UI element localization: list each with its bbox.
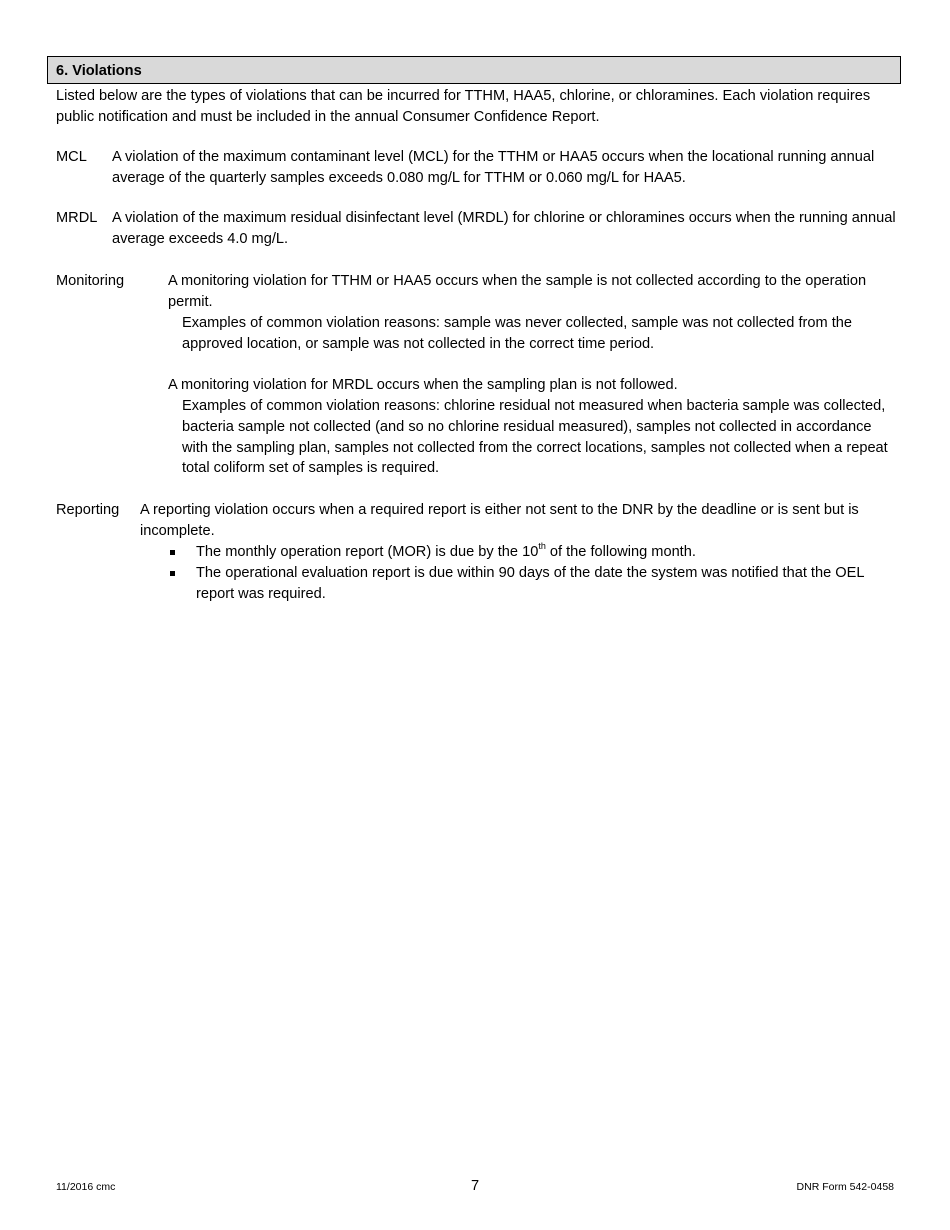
footer-date: 11/2016 cmc [56,1181,116,1193]
monitoring-examples-tthm: Examples of common violation reasons: sample was never collected, sample was not collected from the approved location, or sample was not collected in the correct time period. [182,315,853,352]
footer-form-number: DNR Form 542-0458 [796,1181,894,1193]
bullet-superscript: th [538,541,546,552]
bullet-icon [170,571,175,576]
monitoring-term: Monitoring [56,273,125,289]
mrdl-definition: A violation of the maximum residual disinfectant level (MRDL) for chlorine or chloramines occurs when the running annual average exceeds 4.0 mg/L. [112,210,896,247]
reporting-term: Reporting [56,502,120,518]
bullet-text-post: of the following month. [545,544,696,560]
bullet-text: The operational evaluation report is due within 90 days of the date the system was notified that the OEL report was required. [196,565,864,602]
section-title: 6. Violations [56,63,142,79]
intro-paragraph: Listed below are the types of violations that can be incurred for TTHM, HAA5, chlorine, or chloramines. Each violation requires public notification and must be included in the annual Consumer Confidence Report. [56,88,871,125]
bullet-text-pre: The monthly operation report (MOR) is due by the 10 [196,544,539,560]
monitoring-definition-mrdl: A monitoring violation for MRDL occurs when the sampling plan is not followed. [168,377,678,393]
monitoring-examples-mrdl: Examples of common violation reasons: chlorine residual not measured when bacteria sample was collected, bacteria sample not collected (and so no chlorine residual measured), samples not collected in accordance with the sampling plan, samples not collected from the correct locations, samples not collected when a repeat total coliform set of samples is required. [182,398,888,477]
mrdl-term: MRDL [56,210,98,226]
section-header [47,56,901,84]
bullet-icon [170,550,175,555]
mcl-term: MCL [56,149,87,165]
bullet-text [196,542,901,563]
mcl-definition: A violation of the maximum contaminant level (MCL) for the TTHM or HAA5 occurs when the locational running annual average of the quarterly samples exceeds 0.080 mg/L for TTHM or 0.060 mg/L for HAA5. [112,149,875,186]
page-number: 7 [470,1178,480,1194]
monitoring-definition-tthm: A monitoring violation for TTHM or HAA5 occurs when the sample is not collected according to the operation permit. [168,273,867,310]
reporting-definition: A reporting violation occurs when a required report is either not sent to the DNR by the deadline or is sent but is incomplete. [140,502,859,539]
